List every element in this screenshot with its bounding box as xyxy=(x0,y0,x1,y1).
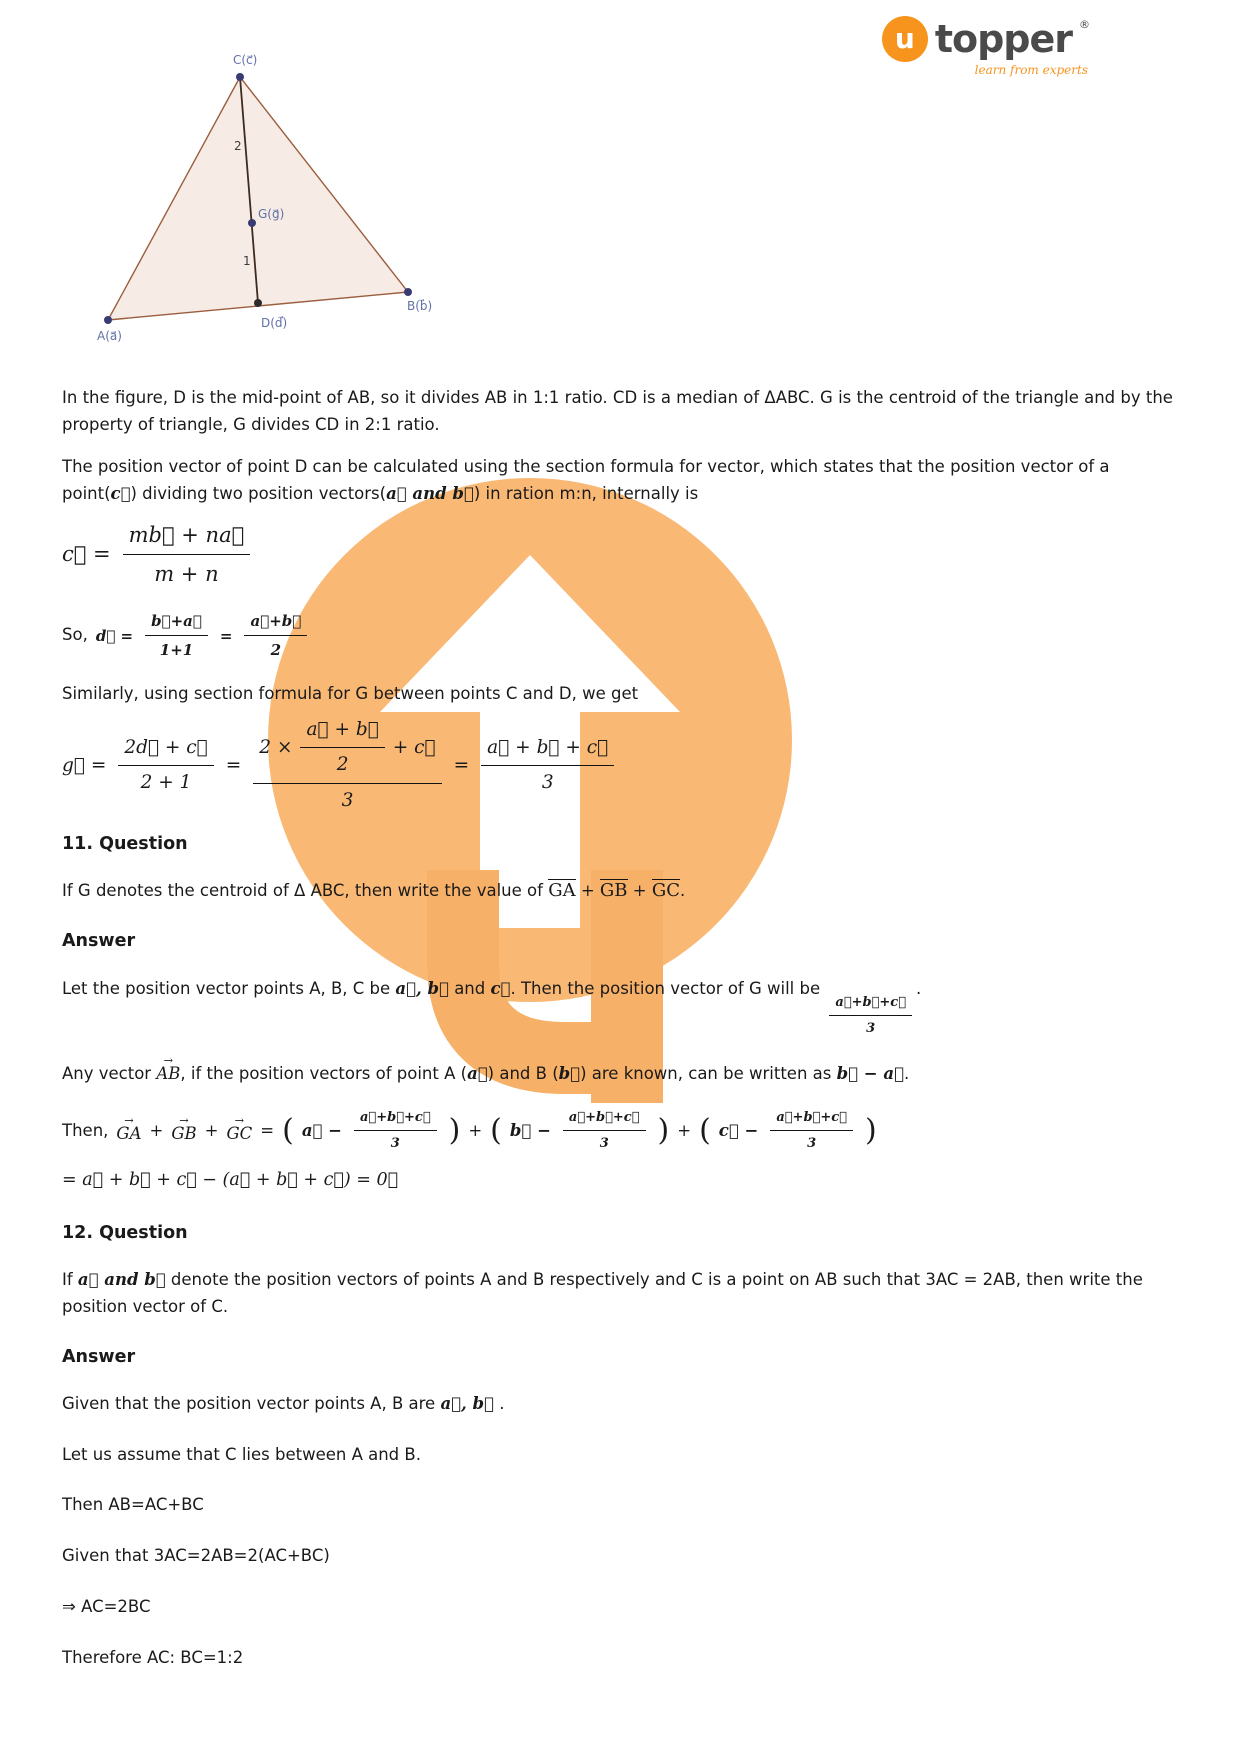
topper-logo-u: u xyxy=(894,22,915,55)
term-a: a⃗ − xyxy=(301,1120,342,1140)
text-run: . xyxy=(903,1063,910,1083)
text-run: . xyxy=(680,881,686,901)
section-formula-paragraph xyxy=(62,454,1182,507)
equals-sign: = xyxy=(260,1120,275,1140)
plus-sign: + xyxy=(575,881,600,901)
fraction-denominator: 3 xyxy=(599,1136,609,1152)
text-run: ) and B ( xyxy=(487,1063,559,1083)
fraction-numerator: a⃗+b⃗+c⃗ xyxy=(829,992,912,1016)
left-paren: ( xyxy=(699,1112,711,1148)
text-run: . xyxy=(916,978,922,998)
answer-12-line-2: Let us assume that C lies between A and B. xyxy=(62,1444,421,1464)
topper-logo-icon xyxy=(882,16,928,62)
text-run: Any vector xyxy=(62,1063,157,1083)
formula-section-c xyxy=(62,518,1182,591)
text-run: ) are known, can be written as xyxy=(580,1063,837,1083)
left-paren: ( xyxy=(490,1112,502,1148)
label-c: C(c⃗) xyxy=(233,53,258,67)
fraction-numerator: 2d⃗ + c⃗ xyxy=(118,733,213,766)
fraction-denominator: 3 xyxy=(541,772,554,794)
fraction-denominator: 2 xyxy=(270,641,282,660)
fraction-denominator: 2 xyxy=(336,754,349,776)
label-b: B(b⃗) xyxy=(407,299,433,313)
vector-ga-bar: GA xyxy=(548,880,576,902)
question-11-heading: 11. Question xyxy=(62,834,188,855)
vector-gc-bar: GC xyxy=(651,880,680,902)
equals-sign: = xyxy=(453,754,470,776)
formula-lhs: g⃗ = xyxy=(62,754,107,776)
math-a-b-vectors: a⃗ and b⃗ xyxy=(77,1270,166,1290)
topper-logo xyxy=(882,16,1090,77)
plus-sign: + xyxy=(149,1120,164,1140)
equals-sign: = xyxy=(219,626,233,645)
question-11-text xyxy=(62,878,1182,905)
topper-tagline: learn from experts xyxy=(974,63,1088,77)
text-run: . xyxy=(493,1393,505,1413)
fraction-denominator: 3 xyxy=(807,1136,817,1152)
text-run: If xyxy=(62,1270,78,1290)
term-c: c⃗ − xyxy=(718,1120,759,1140)
topper-logo-row xyxy=(882,16,1090,62)
formula-g xyxy=(62,715,1182,816)
formula-lhs: d⃗ = xyxy=(95,626,134,645)
fraction-denominator: m + n xyxy=(154,561,219,586)
text-run: , if the position vectors of point A ( xyxy=(180,1063,468,1083)
result-zero-line: = a⃗ + b⃗ + c⃗ − (a⃗ + b⃗ + c⃗) = 0⃗ xyxy=(62,1170,399,1191)
label-ratio-1: 1 xyxy=(243,254,251,268)
answer-12-line-4: Given that 3AC=2AB=2(AC+BC) xyxy=(62,1546,330,1566)
text-run: denote the position vectors of points A and B respectively and C is a point on AB such that 3AC = 2AB, then write the position vector of C. xyxy=(62,1270,1143,1316)
text-run: If G denotes the centroid of Δ ABC, then write the value of xyxy=(62,881,549,901)
fraction xyxy=(244,609,307,663)
answer-12-heading: Answer xyxy=(62,1346,136,1367)
fraction-denominator: 3 xyxy=(341,790,354,812)
fraction xyxy=(770,1107,853,1154)
answer-12-line-1 xyxy=(62,1391,1182,1418)
coefficient: 2 × xyxy=(259,736,293,758)
fraction-numerator: a⃗+b⃗ xyxy=(244,609,307,636)
formula-d xyxy=(62,609,1182,663)
text-run: Given that the position vector points A, B are xyxy=(62,1393,441,1413)
left-paren: ( xyxy=(282,1112,294,1148)
math-a-b-vectors: a⃗, b⃗ xyxy=(440,1393,494,1413)
math-a-vector: a⃗ xyxy=(467,1063,488,1083)
fraction-numerator: mb⃗ + na⃗ xyxy=(123,518,251,555)
fraction xyxy=(123,518,251,591)
inner-fraction xyxy=(300,715,384,780)
term-b: b⃗ − xyxy=(509,1120,551,1140)
fraction-numerator: a⃗+b⃗+c⃗ xyxy=(770,1107,853,1131)
centroid-fraction xyxy=(829,992,912,1039)
fraction xyxy=(145,609,208,663)
right-paren: ) xyxy=(448,1112,461,1148)
label-d: D(d⃗) xyxy=(261,316,288,330)
text-run: Let the position vector points A, B, C be xyxy=(62,978,396,998)
answer-11-heading: Answer xyxy=(62,931,136,952)
text-run: . Then the position vector of G will be xyxy=(510,978,826,998)
label-g: G(g⃗) xyxy=(258,207,285,221)
vector-ab-arrow: → AB xyxy=(156,1061,180,1088)
answer-12-line-6: Therefore AC: BC=1:2 xyxy=(62,1647,244,1667)
intro-paragraph: In the figure, D is the mid-point of AB, so it divides AB in 1:1 ratio. CD is a median of ΔABC. G is the centroid of the triangle and by the property of triangle, G divides CD in 2:1 ratio. xyxy=(62,388,1173,434)
text-run: Then, xyxy=(62,1120,109,1140)
vector-gb-bar: GB xyxy=(599,880,628,902)
text-run: So, xyxy=(62,625,88,645)
fraction-numerator: a⃗+b⃗+c⃗ xyxy=(563,1107,646,1131)
label-a: A(a⃗) xyxy=(97,329,122,343)
fraction xyxy=(354,1107,437,1154)
math-c-vector: c⃗ xyxy=(110,484,131,504)
fraction xyxy=(481,733,614,798)
right-paren: ) xyxy=(657,1112,670,1148)
answer-12-line-5: ⇒ AC=2BC xyxy=(62,1596,151,1616)
fraction-numerator: b⃗+a⃗ xyxy=(145,609,208,636)
math-c-vector: c⃗ xyxy=(490,978,511,998)
question-12-heading: 12. Question xyxy=(62,1222,188,1243)
fraction-numerator: a⃗+b⃗+c⃗ xyxy=(354,1107,437,1131)
text-run: ) in ration m:n, internally is xyxy=(473,484,699,504)
answer-12-line-3: Then AB=AC+BC xyxy=(62,1495,204,1515)
math-b-minus-a: b⃗ − a⃗ xyxy=(836,1063,904,1083)
fraction-numerator xyxy=(253,715,441,784)
topper-brand-text: topper xyxy=(934,17,1072,61)
right-paren: ) xyxy=(864,1112,877,1148)
plus-c-term: + c⃗ xyxy=(392,736,436,758)
answer-11-paragraph-1 xyxy=(62,976,1182,1039)
plus-sign: + xyxy=(627,881,652,901)
label-ratio-2: 2 xyxy=(234,139,242,153)
plus-sign: + xyxy=(468,1120,483,1140)
question-12-text xyxy=(62,1267,1182,1320)
text-run: The position vector of point D can be calculated using the section formula for vector, which states that the position vector of a point( xyxy=(62,457,1110,504)
math-ab-vectors: a⃗, b⃗ xyxy=(395,978,449,998)
expansion-line xyxy=(62,1107,1182,1154)
fraction-numerator: a⃗ + b⃗ xyxy=(300,715,384,748)
vector-gc-arrow: → GC xyxy=(226,1121,252,1148)
math-b-vector: b⃗ xyxy=(558,1063,581,1083)
formula-lhs: c⃗ = xyxy=(62,542,111,567)
equals-sign: = xyxy=(225,754,242,776)
similarly-paragraph: Similarly, using section formula for G between points C and D, we get xyxy=(62,683,639,703)
fraction xyxy=(118,733,213,798)
text-run: and xyxy=(448,978,491,998)
fraction-numerator: a⃗ + b⃗ + c⃗ xyxy=(481,733,614,766)
answer-11-paragraph-2 xyxy=(62,1061,1182,1088)
plus-sign: + xyxy=(204,1120,219,1140)
vector-ga-arrow: → GA xyxy=(116,1121,141,1148)
vector-gb-arrow: → GB xyxy=(171,1121,196,1148)
plus-sign: + xyxy=(677,1120,692,1140)
registered-mark: ® xyxy=(1079,18,1090,31)
math-a-b-vectors: a⃗ and b⃗ xyxy=(386,484,474,504)
fraction-denominator: 3 xyxy=(866,1020,876,1036)
fraction-denominator: 3 xyxy=(390,1136,400,1152)
nested-fraction xyxy=(253,715,441,816)
text-run: ) dividing two position vectors( xyxy=(130,484,387,504)
fraction xyxy=(563,1107,646,1154)
fraction-denominator: 2 + 1 xyxy=(140,772,192,794)
fraction-denominator: 1+1 xyxy=(159,641,194,660)
